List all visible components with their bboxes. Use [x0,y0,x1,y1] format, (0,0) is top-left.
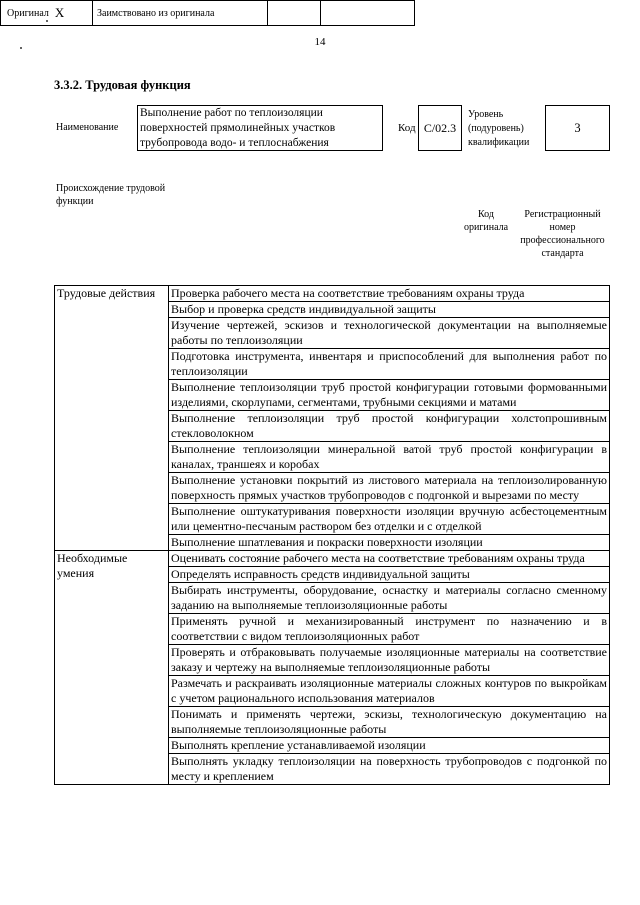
reg-caption: Регистрационный номер профессионального стандарта [520,209,605,259]
item-text: Выполнять укладку теплоизоляции на поверхность трубопроводов с подгонкой по месту и креплением [169,754,610,785]
section-heading: Трудовые действия [55,286,169,551]
item-text: Проверять и отбраковывать получаемые изоляционные материалы на соответствие заказу и чертежу на выполняемые теплоизоляционные работы [169,645,610,676]
borrowed-label: Заимствовано из оригинала [97,7,215,19]
function-name: Выполнение работ по теплоизоляции поверхностей прямолинейных участков трубопровода водо- и теплоснабжения [140,107,336,149]
item-text: Размечать и раскраивать изоляционные материалы сложных контуров по выкройкам с учетом рационального использования материалов [169,676,610,707]
item-text: Выполнение установки покрытий из листового материала на теплоизолированную поверхность прямых участков трубопроводов с подгонкой и вырезами по месту [169,473,610,504]
item-text: Определять исправность средств индивидуальной защиты [169,567,610,583]
item-text: Выбирать инструменты, оборудование, оснастку и материалы согласно сменному заданию на выполняемые теплоизоляционные работы [169,583,610,614]
level-value: 3 [574,120,581,135]
table-row [55,551,610,567]
item-text: Применять ручной и механизированный инструмент по назначению и в соответствии с видом теплоизоляционных работ [169,614,610,645]
item-text: Выполнение теплоизоляции минеральной ватой труб простой конфигурации в каналах, траншеях и коробах [169,442,610,473]
original-mark: X [54,5,65,20]
original-label: Оригинал [7,7,49,19]
code-caption: Код оригинала [463,209,509,233]
code-label: Код [398,122,416,134]
code-box [418,105,462,151]
item-text: Подготовка инструмента, инвентаря и приспособлений для выполнения работ по теплоизоляции [169,349,610,380]
section-heading: Необходимые умения [55,551,169,785]
item-text: Выполнение оштукатуривания поверхности изоляции вручную асбестоцементным или цементно-песчаным раствором без отделки и с отделкой [169,504,610,535]
item-text: Проверка рабочего места на соответствие требованиям охраны труда [169,286,610,302]
scan-speck [46,20,48,22]
item-text: Понимать и применять чертежи, эскизы, технологическую документацию на выполняемые теплоизоляционные работы [169,707,610,738]
table-row [55,286,610,302]
origin-label: Происхождение трудовой функции [56,183,166,207]
origin-code-cell [268,1,321,25]
page-number: 14 [314,36,326,48]
labor-function-table [54,285,610,785]
item-text: Изучение чертежей, эскизов и технологической документации на выполняемые работы по теплоизоляции [169,318,610,349]
item-text: Выполнение теплоизоляции труб простой конфигурации холстопрошивным стекловолокном [169,411,610,442]
item-text: Выполнять крепление устанавливаемой изоляции [169,738,610,754]
item-text: Выполнение теплоизоляции труб простой конфигурации готовыми формованными изделиями, скорлупами, сегментами, трубными секциями и матами [169,380,610,411]
name-label: Наименование [56,122,119,133]
item-text: Выполнение шпатлевания и покраски поверхности изоляции [169,535,610,551]
function-name-box [137,105,383,151]
origin-table [0,0,415,26]
item-text: Оценивать состояние рабочего места на соответствие требованиям охраны труда [169,551,610,567]
origin-borrowed-cell [93,1,268,25]
origin-reg-cell [321,1,414,25]
level-box [545,105,610,151]
section-title: 3.3.2. Трудовая функция [54,78,191,92]
code-value: С/02.3 [423,120,457,135]
level-label: Уровень (подуровень) квалификации [468,109,530,148]
item-text: Выбор и проверка средств индивидуальной защиты [169,302,610,318]
